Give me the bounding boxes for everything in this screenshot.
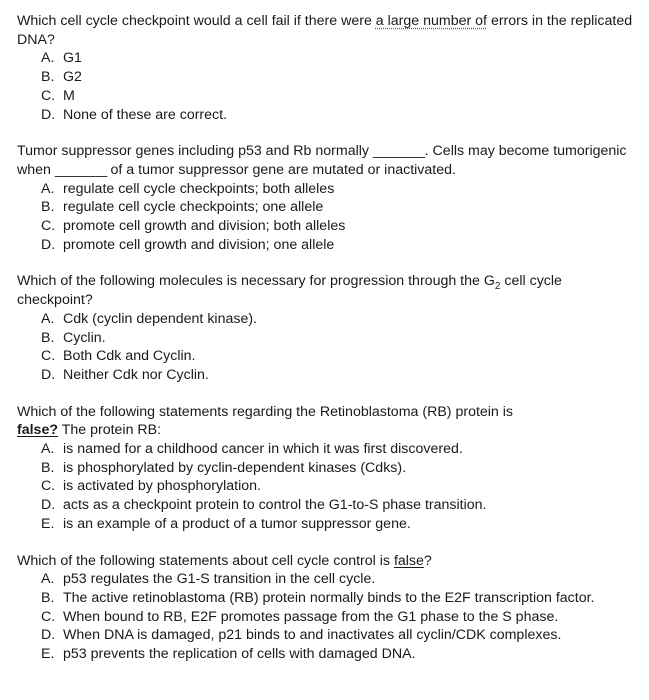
emphasis-false: false? <box>17 422 59 439</box>
question-3-stem: Which of the following molecules is necessary for progression through the $G_2$ cell cycle checkpoint? <box>17 273 562 309</box>
emphasis-false: false <box>393 552 424 569</box>
option[interactable]: D. When DNA is damaged, p21 binds to and inactivates all cyclin/CDK complexes. <box>41 627 562 644</box>
option[interactable]: B. The active retinoblastoma (RB) protein normally binds to the E2F transcription factor. <box>41 589 595 606</box>
worksheet <box>17 12 637 682</box>
option[interactable]: B. G2 <box>41 69 82 86</box>
question-3-options <box>17 310 637 385</box>
option[interactable]: C. Both Cdk and Cyclin. <box>41 348 196 365</box>
option[interactable]: C. promote cell growth and division; both alleles <box>41 218 346 235</box>
blank-1: _______ <box>372 143 425 160</box>
option[interactable]: A. is named for a childhood cancer in which it was first discovered. <box>41 441 463 458</box>
question-1 <box>17 12 637 124</box>
option[interactable]: C. is activated by phosphorylation. <box>41 478 261 495</box>
option[interactable]: D. None of these are correct. <box>41 106 228 123</box>
option[interactable]: B. regulate cell cycle checkpoints; one allele <box>41 199 324 216</box>
question-2 <box>17 142 637 254</box>
question-2-options <box>17 180 637 255</box>
question-5-stem: Which of the following statements about cell cycle control is false? <box>17 552 432 569</box>
question-5-options <box>17 570 637 664</box>
option[interactable]: A. Cdk (cyclin dependent kinase). <box>41 310 257 327</box>
question-2-stem: Tumor suppressor genes including p53 and Rb normally _______. Cells may become tumorigenic when _______ of a tumor suppressor gene are mutated or inactivated. <box>17 143 627 178</box>
option[interactable]: B. is phosphorylated by cyclin-dependent kinases (Cdks). <box>41 459 407 476</box>
question-1-options <box>17 49 637 124</box>
blank-2: _______ <box>54 161 107 178</box>
option[interactable]: A. G1 <box>41 50 82 67</box>
option[interactable]: C. M <box>41 87 75 104</box>
question-4-stem: Which of the following statements regarding the Retinoblastoma (RB) protein is false? The protein RB: <box>17 403 514 439</box>
option[interactable]: C. When bound to RB, E2F promotes passage from the G1 phase to the S phase. <box>41 608 559 625</box>
option[interactable]: E. p53 prevents the replication of cells with damaged DNA. <box>41 646 416 663</box>
option[interactable]: D. promote cell growth and division; one allele <box>41 236 335 253</box>
question-4-options <box>17 440 637 534</box>
question-3 <box>17 272 637 384</box>
option[interactable]: A. regulate cell cycle checkpoints; both alleles <box>41 180 335 197</box>
option[interactable]: A. p53 regulates the G1-S transition in the cell cycle. <box>41 571 376 588</box>
option[interactable]: E. is an example of a product of a tumor suppressor gene. <box>41 515 411 532</box>
emphasis-large-number: a large number of <box>375 13 487 29</box>
option[interactable]: D. Neither Cdk nor Cyclin. <box>41 366 209 383</box>
question-1-stem: Which cell cycle checkpoint would a cell fail if there were a large number of errors in the replicated DNA? <box>17 13 633 48</box>
question-4 <box>17 403 637 534</box>
question-5 <box>17 552 637 664</box>
option[interactable]: D. acts as a checkpoint protein to control the G1-to-S phase transition. <box>41 497 487 514</box>
option[interactable]: B. Cyclin. <box>41 329 106 346</box>
